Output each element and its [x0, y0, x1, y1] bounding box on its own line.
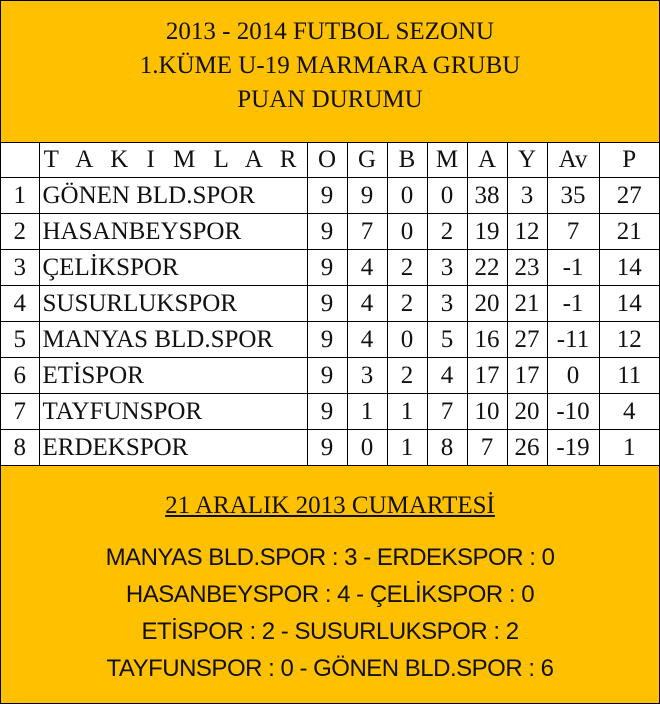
cell-points: 11 — [599, 358, 659, 394]
cell-drawn: 0 — [387, 178, 427, 214]
cell-goal-diff: -1 — [547, 250, 599, 286]
cell-goals-against: 21 — [507, 286, 547, 322]
cell-lost: 5 — [427, 322, 467, 358]
cell-points: 21 — [599, 214, 659, 250]
cell-won: 9 — [347, 178, 387, 214]
cell-goal-diff: 35 — [547, 178, 599, 214]
cell-points: 14 — [599, 250, 659, 286]
cell-team: ERDEKSPOR — [39, 430, 307, 466]
table-header-row — [1, 142, 659, 178]
cell-goal-diff: -11 — [547, 322, 599, 358]
cell-goals-against: 27 — [507, 322, 547, 358]
cell-rank: 5 — [1, 322, 39, 358]
cell-won: 4 — [347, 286, 387, 322]
header-goal-diff: Av — [547, 142, 599, 178]
header-goals-for: A — [467, 142, 507, 178]
cell-drawn: 2 — [387, 358, 427, 394]
cell-rank: 1 — [1, 178, 39, 214]
cell-rank: 6 — [1, 358, 39, 394]
header-won: G — [347, 142, 387, 178]
cell-team: TAYFUNSPOR — [39, 394, 307, 430]
cell-team: ETİSPOR — [39, 358, 307, 394]
match-results — [1, 539, 659, 687]
match-result: MANYAS BLD.SPOR : 3 - ERDEKSPOR : 0 — [105, 544, 555, 571]
cell-drawn: 0 — [387, 214, 427, 250]
cell-won: 3 — [347, 358, 387, 394]
table-row — [1, 250, 659, 286]
cell-goals-for: 7 — [467, 430, 507, 466]
cell-points: 27 — [599, 178, 659, 214]
table-title: PUAN DURUMU — [237, 86, 423, 113]
cell-goals-against: 26 — [507, 430, 547, 466]
cell-team: SUSURLUKSPOR — [39, 286, 307, 322]
cell-team: HASANBEYSPOR — [39, 214, 307, 250]
header-goals-against: Y — [507, 142, 547, 178]
cell-goal-diff: -1 — [547, 286, 599, 322]
cell-goals-for: 22 — [467, 250, 507, 286]
match-result: TAYFUNSPOR : 0 - GÖNEN BLD.SPOR : 6 — [106, 655, 554, 682]
cell-points: 12 — [599, 322, 659, 358]
header-team: T A K I M L A R — [39, 142, 307, 178]
cell-goals-for: 17 — [467, 358, 507, 394]
cell-points: 4 — [599, 394, 659, 430]
cell-points: 1 — [599, 430, 659, 466]
cell-rank: 4 — [1, 286, 39, 322]
cell-lost: 0 — [427, 178, 467, 214]
cell-won: 4 — [347, 322, 387, 358]
cell-lost: 3 — [427, 250, 467, 286]
cell-won: 1 — [347, 394, 387, 430]
cell-drawn: 2 — [387, 286, 427, 322]
header-points: P — [599, 142, 659, 178]
match-result: ETİSPOR : 2 - SUSURLUKSPOR : 2 — [141, 618, 519, 645]
cell-played: 9 — [307, 322, 347, 358]
cell-played: 9 — [307, 286, 347, 322]
cell-lost: 8 — [427, 430, 467, 466]
header-lost: M — [427, 142, 467, 178]
cell-goal-diff: -10 — [547, 394, 599, 430]
table-row — [1, 394, 659, 430]
cell-played: 9 — [307, 394, 347, 430]
cell-goals-for: 19 — [467, 214, 507, 250]
header-drawn: B — [387, 142, 427, 178]
cell-played: 9 — [307, 178, 347, 214]
cell-goals-against: 20 — [507, 394, 547, 430]
cell-drawn: 1 — [387, 430, 427, 466]
league-title: 1.KÜME U-19 MARMARA GRUBU — [139, 52, 521, 79]
cell-drawn: 0 — [387, 322, 427, 358]
cell-lost: 7 — [427, 394, 467, 430]
cell-played: 9 — [307, 358, 347, 394]
cell-rank: 2 — [1, 214, 39, 250]
season-title: 2013 - 2014 FUTBOL SEZONU — [165, 18, 495, 45]
cell-rank: 7 — [1, 394, 39, 430]
cell-lost: 2 — [427, 214, 467, 250]
cell-goals-against: 12 — [507, 214, 547, 250]
match-result: HASANBEYSPOR : 4 - ÇELİKSPOR : 0 — [125, 581, 535, 608]
cell-won: 4 — [347, 250, 387, 286]
cell-goals-for: 38 — [467, 178, 507, 214]
cell-goals-against: 3 — [507, 178, 547, 214]
fixtures-block — [1, 466, 659, 703]
match-date: 21 ARALIK 2013 CUMARTESİ — [165, 492, 495, 519]
table-row — [1, 178, 659, 214]
cell-rank: 8 — [1, 430, 39, 466]
cell-lost: 3 — [427, 286, 467, 322]
cell-goals-for: 20 — [467, 286, 507, 322]
cell-goals-against: 17 — [507, 358, 547, 394]
header-rank — [1, 142, 39, 178]
cell-won: 7 — [347, 214, 387, 250]
cell-goals-against: 23 — [507, 250, 547, 286]
cell-played: 9 — [307, 430, 347, 466]
cell-points: 14 — [599, 286, 659, 322]
cell-drawn: 2 — [387, 250, 427, 286]
cell-goals-for: 10 — [467, 394, 507, 430]
standings-table — [1, 142, 659, 466]
cell-team: ÇELİKSPOR — [39, 250, 307, 286]
cell-goal-diff: -19 — [547, 430, 599, 466]
table-row — [1, 214, 659, 250]
table-row — [1, 358, 659, 394]
cell-team: MANYAS BLD.SPOR — [39, 322, 307, 358]
cell-won: 0 — [347, 430, 387, 466]
cell-played: 9 — [307, 250, 347, 286]
cell-lost: 4 — [427, 358, 467, 394]
cell-goal-diff: 0 — [547, 358, 599, 394]
cell-goal-diff: 7 — [547, 214, 599, 250]
header-played: O — [307, 142, 347, 178]
cell-played: 9 — [307, 214, 347, 250]
cell-drawn: 1 — [387, 394, 427, 430]
cell-team: GÖNEN BLD.SPOR — [39, 178, 307, 214]
cell-rank: 3 — [1, 250, 39, 286]
table-row — [1, 286, 659, 322]
table-row — [1, 322, 659, 358]
cell-goals-for: 16 — [467, 322, 507, 358]
title-block — [1, 1, 659, 143]
table-row — [1, 430, 659, 466]
